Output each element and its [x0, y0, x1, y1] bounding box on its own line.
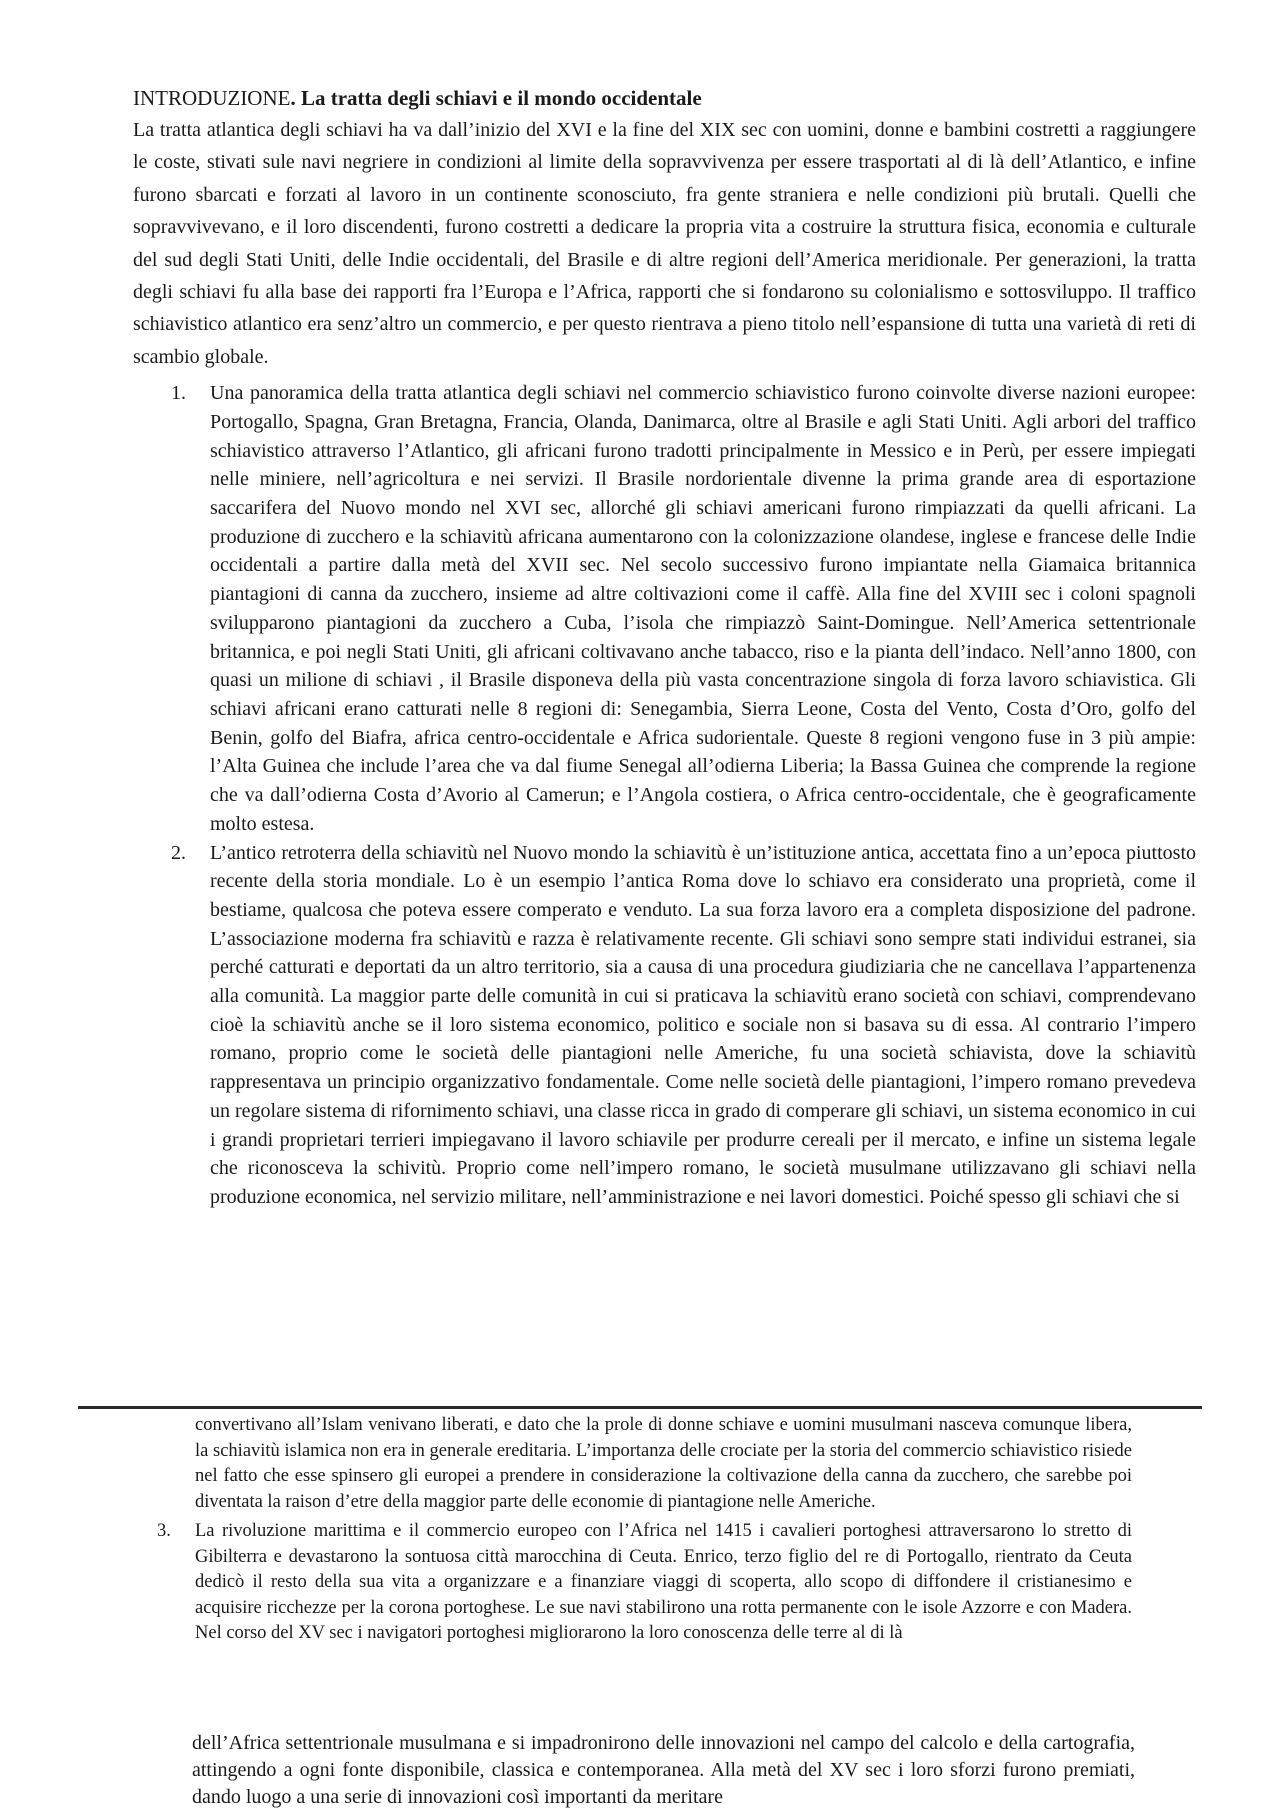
list-item [155, 1519, 1132, 1647]
numbered-list [133, 379, 1196, 1211]
bottom-region [0, 1730, 1280, 1811]
list-item-text: Una panoramica della tratta atlantica degli schiavi nel commercio schiavistico furono coinvolte diverse nazioni europee: Portogallo, Spagna, Gran Bretagna, Francia, Olanda, Danimarca, oltre al Brasile e agli Stati Uniti. Agli arbori del traffico schiavistico attraverso l’Atlantico, gli africani furono tradotti principalmente in Messico e in Perù, per essere impiegati nelle miniere, nell’agricoltura e nei servizi. Il Brasile nordorientale divenne la prima grande area di esportazione saccarifera del Nuovo mondo nel XVI sec, allorché gli schiavi americani furono rimpiazzati da quelli africani. La produzione di zucchero e la schiavitù africana aumentarono con la colonizzazione olandese, inglese e francese delle Indie occidentali a partire dalla metà del XVII sec. Nel secolo successivo furono impiantate nella Giamaica britannica piantagioni di canna da zucchero, insieme ad altre coltivazioni come il caffè. Alla fine del XVIII sec i coloni spagnoli svilupparono piantagioni da zucchero a Cuba, l’isola che rimpiazzò Saint-Domingue. Nell’America settentrionale britannica, e poi negli Stati Uniti, gli africani coltivavano anche tabacco, riso e la pianta dell’indaco. Nell’anno 1800, con quasi un milione di schiavi , il Brasile disponeva della più vasta concentrazione singola di forza lavoro schiavistica. Gli schiavi africani erano catturati nelle 8 regioni di: Senegambia, Sierra Leone, Costa del Vento, Costa d’Oro, golfo del Benin, golfo del Biafra, africa centro-occidentale e Africa sudorientale. Queste 8 regioni vengono fuse in 3 più ampie: l’Alta Guinea che include l’area che va dal fiume Senegal all’odierna Liberia; la Bassa Guinea che comprende la regione che va dall’odierna Costa d’Avorio al Camerun; e l’Angola costiera, o Africa centro-occidentale, che è geograficamente molto estesa. [210, 382, 1196, 835]
page-title [133, 84, 1196, 112]
continuation-paragraph: convertivano all’Islam venivano liberati, e dato che la prole di donne schiave e uomini musulmani nasceva comunque libera, la schiavitù islamica non era in generale ereditaria. L’importanza delle crociate per la storia del commercio schiavistico risiede nel fatto che esse spinsero gli europei a prendere in considerazione la coltivazione della canna da zucchero, che sarebbe poi diventata la raison d’etre della maggior parte delle economie di piantagione nelle Americhe. [195, 1415, 1132, 1512]
upper-content [133, 84, 1196, 1212]
list-item [133, 839, 1196, 1212]
list-item-text: L’antico retroterra della schiavitù nel Nuovo mondo la schiavitù è un’istituzione antica, accettata fino a un’epoca piuttosto recente della storia mondiale. Lo è un esempio l’antica Roma dove lo schiavo era considerato una proprietà, come il bestiame, qualcosa che poteva essere comperato e venduto. La sua forza lavoro era a completa disposizione del padrone. L’associazione moderna fra schiavitù e razza è relativamente recente. Gli schiavi sono sempre stati individui estranei, sia perché catturati e deportati da un altro territorio, sia a causa di una procedura giudiziaria che ne cancellava l’appartenenza alla comunità. La maggior parte delle comunità in cui si praticava la schiavitù erano società con schiavi, comprendevano cioè la schiavitù anche se il loro sistema economico, politico e sociale non si basava su di essa. Al contrario l’impero romano, proprio come le società delle piantagioni nelle Americhe, fu una società schiavista, dove la schiavitù rappresentava un principio organizzativo fondamentale. Come nelle società delle piantagioni, l’impero romano prevedeva un regolare sistema di rifornimento schiavi, una classe ricca in grado di comperare gli schiavi, un sistema economico in cui i grandi proprietari terrieri impiegavano il lavoro schiavile per produrre cereali per il mercato, e infine un sistema legale che riconosceva la schivitù. Proprio come nell’impero romano, le società musulmane utilizzavano gli schiavi nella produzione economica, nel servizio militare, nell’amministrazione e nei lavori domestici. Poiché spesso gli schiavi che si [210, 841, 1196, 1208]
list-item-number: 1. [171, 382, 186, 405]
page-divider-line [78, 1406, 1202, 1409]
title-text: . La tratta degli schiavi e il mondo occidentale [290, 86, 702, 110]
bottom-paragraph: dell’Africa settentrionale musulmana e si impadronirono delle innovazioni nel campo del calcolo e della cartografia, attingendo a ogni fonte disponibile, classica e contemporanea. Alla metà del XV sec i loro sforzi furono premiati, dando luogo a una serie di innovazioni così importanti da meritare [192, 1732, 1135, 1808]
lower-region [155, 1413, 1132, 1647]
title-label: INTRODUZIONE [133, 86, 291, 110]
intro-paragraph: La tratta atlantica degli schiavi ha va dall’inizio del XVI e la fine del XIX sec con uomini, donne e bambini costretti a raggiungere le coste, stivati sule navi negriere in condizioni al limite della sopravvivenza per essere trasportati al di là dell’Atlantico, e infine furono sbarcati e forzati al lavoro in un continente sconosciuto, fra gente straniera e nelle condizioni più brutali. Quelli che sopravvivevano, e il loro discendenti, furono costretti a dedicare la propria vita a costruire la struttura fisica, economia e culturale del sud degli Stati Uniti, delle Indie occidentali, del Brasile e di altre regioni dell’America meridionale. Per generazioni, la tratta degli schiavi fu alla base dei rapporti fra l’Europa e l’Africa, rapporti che si fondarono su colonialismo e sottosviluppo. Il traffico schiavistico atlantico era senz’altro un commercio, e per questo rientrava a pieno titolo nell’espansione di tutta una varietà di reti di scambio globale. [133, 119, 1196, 368]
list-item-text: La rivoluzione marittima e il commercio europeo con l’Africa nel 1415 i cavalieri portoghesi attraversarono lo stretto di Gibilterra e devastarono la sontuosa città marocchina di Ceuta. Enrico, terzo figlio del re di Portogallo, rientrato da Ceuta dedicò il resto della sua vita a organizzare e a finanziare viaggi di scoperta, allo scopo di diffondere il cristianesimo e acquisire ricchezze per la corona portoghese. Le sue navi stabilirono una rotta permanente con le isole Azzorre e con Madera. Nel corso del XV sec i navigatori portoghesi migliorarono la loro conoscenza delle terre al di là [195, 1521, 1132, 1643]
list-item [133, 379, 1196, 838]
list-item-number: 2. [171, 841, 186, 864]
list-item-number: 3. [157, 1521, 171, 1541]
